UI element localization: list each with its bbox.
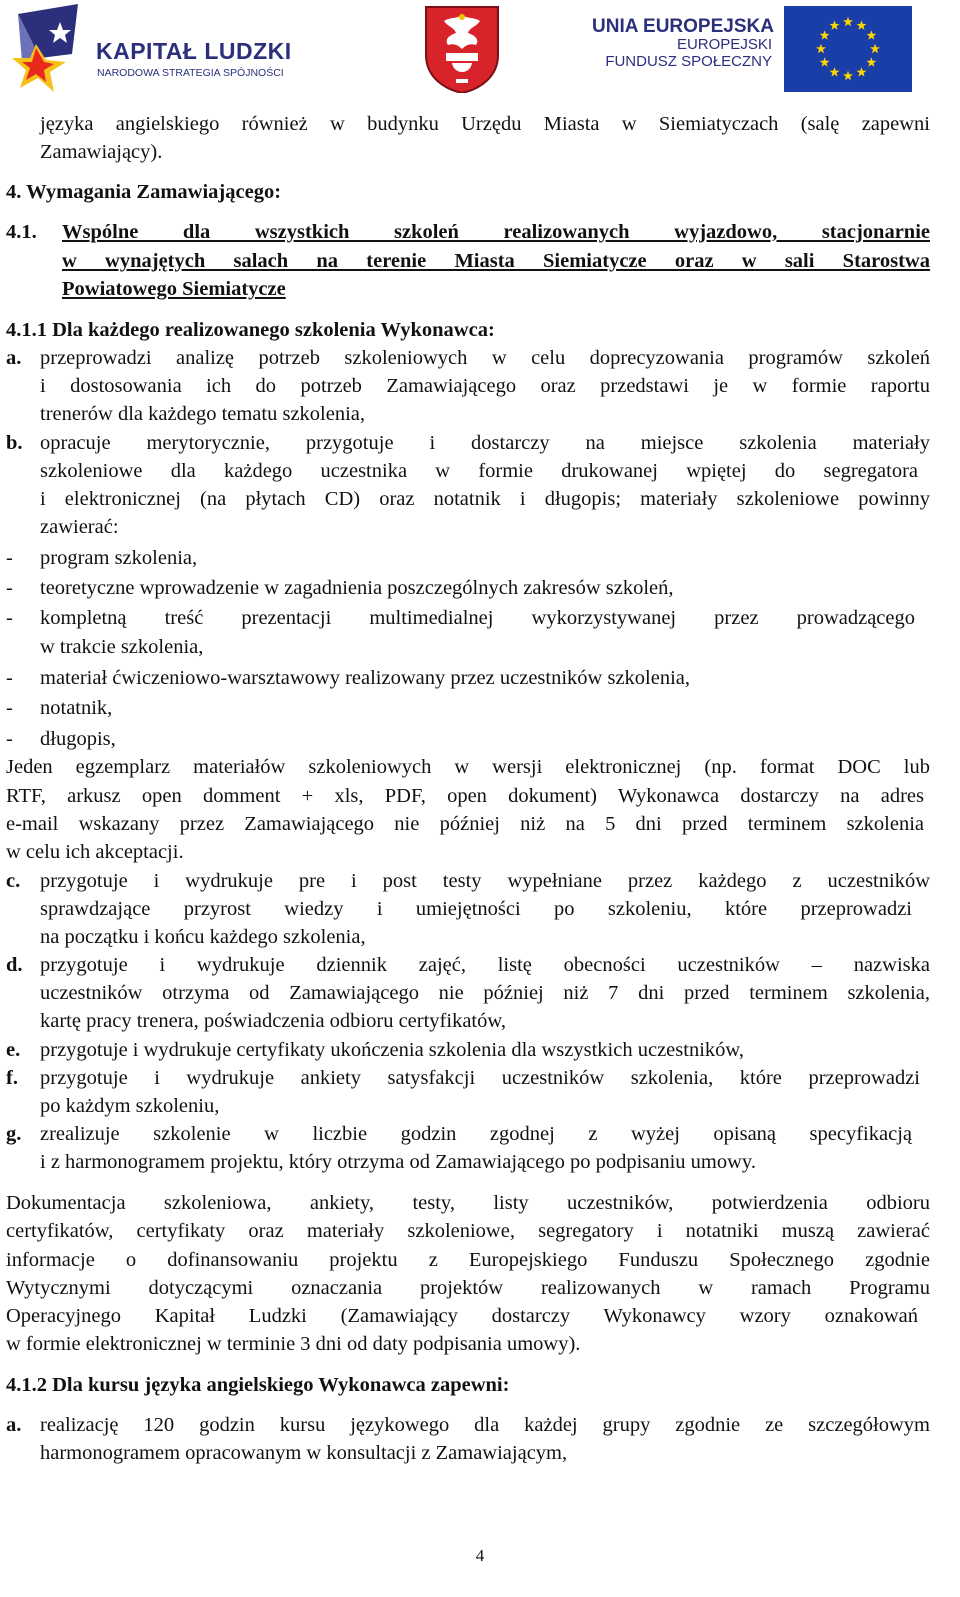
item-g-line: i z harmonogramem projektu, który otrzyma od Zamawiającego po podpisaniu umowy. <box>40 1151 756 1173</box>
dash-item-line: długopis, <box>40 728 116 750</box>
siemiatycze-crest-icon <box>424 5 500 93</box>
item-a-line: przeprowadzi analizę potrzeb szkoleniowych w celu doprecyzowania programów szkoleń <box>40 347 930 369</box>
section-4-1-1-title: 4.1.1 Dla każdego realizowanego szkolenia Wykonawca: <box>6 319 495 341</box>
item-c-line: przygotuje i wydrukuje pre i post testy wypełniane przez każdego z uczestników <box>40 870 930 892</box>
intro-line-1: języka angielskiego również w budynku Urzędu Miasta w Siemiatyczach (salę zapewni <box>40 113 930 135</box>
eu-text-block <box>592 16 772 71</box>
ue-line-1: UNIA EUROPEJSKA <box>592 16 774 37</box>
dash-item-line: program szkolenia, <box>40 547 198 569</box>
dash-bullet: - <box>6 577 13 599</box>
kapital-ludzki-subtitle: NARODOWA STRATEGIA SPÓJNOŚCI <box>97 67 284 79</box>
dash-bullet: - <box>6 728 13 750</box>
item-label-e: e. <box>6 1039 21 1061</box>
item-label-c: c. <box>6 870 21 892</box>
copy-para-line: e-mail wskazany przez Zamawiającego nie później niż na 5 dni przed terminem szkolenia <box>6 813 924 835</box>
page-number: 4 <box>475 1546 485 1565</box>
dash-item-line: w trakcie szkolenia, <box>40 636 204 658</box>
dash-bullet: - <box>6 667 13 689</box>
item-label-a: a. <box>6 347 22 369</box>
item-label-d: d. <box>6 954 23 976</box>
eu-flag-icon <box>784 6 912 92</box>
dash-bullet: - <box>6 607 13 629</box>
kapital-ludzki-title: KAPITAŁ LUDZKI <box>96 38 292 64</box>
section-4-1-number: 4.1. <box>6 221 37 243</box>
item-b-line: zawierać: <box>40 516 119 538</box>
copy-para-line: RTF, arkusz open domment + xls, PDF, open dokument) Wykonawca dostarczy na adres <box>6 785 924 807</box>
item-c-line: sprawdzające przyrost wiedzy i umiejętności po szkoleniu, które przeprowadzi <box>40 898 912 920</box>
intro-line-2: Zamawiający). <box>40 141 163 163</box>
dash-bullet: - <box>6 547 13 569</box>
kapital-ludzki-logo <box>10 4 300 92</box>
page-header <box>0 0 960 100</box>
dash-item-line: notatnik, <box>40 697 113 719</box>
item-d-line: kartę pracy trenera, poświadczenia odbioru certyfikatów, <box>40 1010 506 1032</box>
item-a-line: trenerów dla każdego tematu szkolenia, <box>40 403 366 425</box>
ue-line-3: FUNDUSZ SPOŁECZNY <box>605 53 772 71</box>
doc-para-line: informacje o dofinansowaniu projektu z Europejskiego Funduszu Społecznego zgodnie <box>6 1249 930 1271</box>
item-label-b: b. <box>6 432 23 454</box>
item-b-line: i elektronicznej (na płytach CD) oraz notatnik i długopis; materiały szkoleniowe powinny <box>40 488 930 510</box>
item-412a-line: harmonogramem opracowanym w konsultacji z Zamawiającym, <box>40 1442 568 1464</box>
item-f-line: przygotuje i wydrukuje ankiety satysfakcji uczestników szkolenia, które przeprowadzi <box>40 1067 920 1089</box>
doc-para-line: w formie elektronicznej w terminie 3 dni od daty podpisania umowy). <box>6 1333 581 1355</box>
item-label-g: g. <box>6 1123 22 1145</box>
doc-para-line: Dokumentacja szkoleniowa, ankiety, testy, listy uczestników, potwierdzenia odbioru <box>6 1192 930 1214</box>
item-label-f: f. <box>6 1067 18 1089</box>
item-d-line: przygotuje i wydrukuje dziennik zajęć, listę obecności uczestników – nazwiska <box>40 954 930 976</box>
dash-item-line: teoretyczne wprowadzenie w zagadnienia poszczególnych zakresów szkoleń, <box>40 577 674 599</box>
section-4-1-2-title: 4.1.2 Dla kursu języka angielskiego Wykonawca zapewni: <box>6 1374 510 1396</box>
item-b-line: opracuje merytorycznie, przygotuje i dostarczy na miejsce szkolenia materiały <box>40 432 930 454</box>
section-4-1-line-2: w wynajętych salach na terenie Miasta Siemiatycze oraz w sali Starostwa <box>62 250 930 272</box>
ue-line-2: EUROPEJSKI <box>676 36 772 54</box>
doc-para-line: certyfikatów, certyfikaty oraz materiały szkoleniowe, segregatory i notatniki muszą zawierać <box>6 1220 930 1242</box>
doc-para-line: Wytycznymi dotyczącymi oznaczania projektów realizowanych w ramach Programu <box>6 1277 930 1299</box>
copy-para-line: w celu ich akceptacji. <box>6 841 184 863</box>
section-4-1-line-3: Powiatowego Siemiatycze <box>62 278 286 300</box>
dash-item-line: materiał ćwiczeniowo-warsztawowy realizowany przez uczestników szkolenia, <box>40 667 691 689</box>
dash-item-line: kompletną treść prezentacji multimedialnej wykorzystywanej przez prowadzącego <box>40 607 915 629</box>
copy-para-line: Jeden egzemplarz materiałów szkoleniowych w wersji elektronicznej (np. format DOC lub <box>6 756 930 778</box>
dash-bullet: - <box>6 697 13 719</box>
item-a-line: i dostosowania ich do potrzeb Zamawiającego oraz przedstawi je w formie raportu <box>40 375 930 397</box>
item-e-line: przygotuje i wydrukuje certyfikaty ukończenia szkolenia dla wszystkich uczestników, <box>40 1039 744 1061</box>
item-label-a-412: a. <box>6 1414 22 1436</box>
kapital-ludzki-star-icon <box>10 4 86 92</box>
item-c-line: na początku i końcu każdego szkolenia, <box>40 926 366 948</box>
doc-para-line: Operacyjnego Kapitał Ludzki (Zamawiający dostarczy Wykonawcy wzory oznakowań <box>6 1305 918 1327</box>
section-4-title: 4. Wymagania Zamawiającego: <box>6 181 282 203</box>
item-b-line: szkoleniowe dla każdego uczestnika w formie drukowanej wpiętej do segregatora <box>40 460 918 482</box>
section-4-1-line-1: Wspólne dla wszystkich szkoleń realizowanych wyjazdowo, stacjonarnie <box>62 221 930 243</box>
item-d-line: uczestników otrzyma od Zamawiającego nie później niż 7 dni przed terminem szkolenia, <box>40 982 930 1004</box>
item-f-line: po każdym szkoleniu, <box>40 1095 220 1117</box>
item-412a-line: realizację 120 godzin kursu językowego dla każdej grupy zgodnie ze szczegółowym <box>40 1414 930 1436</box>
item-g-line: zrealizuje szkolenie w liczbie godzin zgodnej z wyżej opisaną specyfikacją <box>40 1123 912 1145</box>
